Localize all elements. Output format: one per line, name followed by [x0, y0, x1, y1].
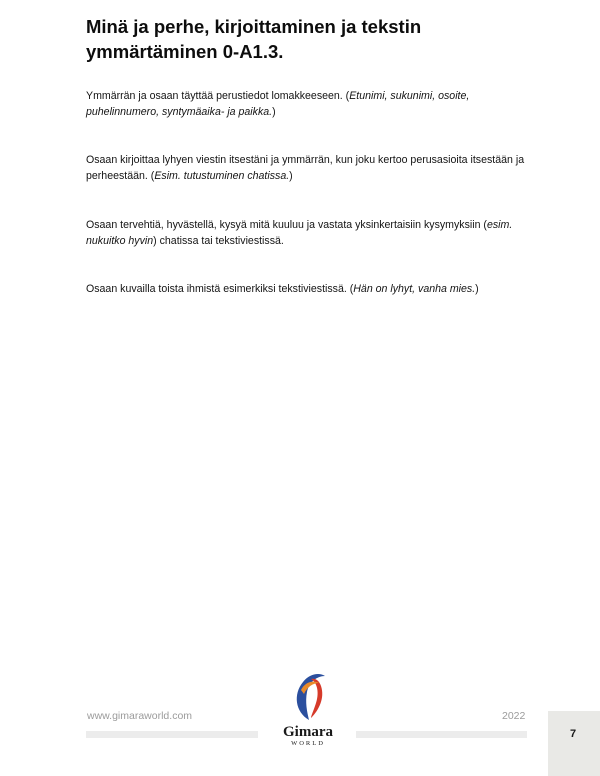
gimara-logo — [268, 670, 348, 750]
page-title: Minä ja perhe, kirjoittaminen ja tekstin ymmärtäminen 0-A1.3. — [86, 16, 422, 62]
paragraph-example: Etunimi, sukunimi, osoite, puhelinnumero, syntymäaika- ja paikka. — [86, 90, 470, 118]
paragraph-text: Osaan kirjoittaa lyhyen viestin itsestäni ja ymmärrän, kun joku kertoo perusasioita itsestään ja perheestään. ( — [86, 154, 525, 182]
logo-subtitle: WORLD — [291, 740, 325, 747]
logo-name: Gimara — [283, 724, 333, 740]
footer-url: www.gimaraworld.com — [87, 710, 193, 722]
page-number-box — [548, 711, 600, 776]
paragraph-text: Osaan kuvailla toista ihmistä esimerkiksi tekstiviestissä. ( — [86, 283, 354, 295]
paragraph-text: Osaan tervehtiä, hyvästellä, kysyä mitä kuuluu ja vastata yksinkertaisiin kysymyksiin ( — [86, 219, 487, 231]
paragraph-text-after: ) chatissa tai tekstiviestissä. — [153, 235, 284, 247]
paragraph-describe-person — [86, 281, 536, 297]
paragraph-forms — [86, 88, 536, 120]
footer-year: 2022 — [502, 710, 526, 722]
paragraph-greetings — [86, 217, 536, 249]
paragraph-text-after: ) — [289, 170, 293, 182]
footer-divider-left — [86, 731, 258, 738]
paragraph-example: esim. nukuitko hyvin — [86, 219, 513, 247]
page-number: 7 — [569, 728, 577, 740]
paragraph-short-message — [86, 152, 536, 184]
footer-divider-right — [356, 731, 527, 738]
paragraph-text: Ymmärrän ja osaan täyttää perustiedot lomakkeeseen. ( — [86, 90, 350, 102]
paragraph-example: Hän on lyhyt, vanha mies. — [353, 283, 476, 295]
paragraph-text-after: ) — [475, 283, 479, 295]
gimara-swirl-icon — [289, 670, 329, 724]
paragraph-text-after: ) — [272, 106, 276, 118]
paragraph-example: Esim. tutustuminen chatissa. — [154, 170, 290, 182]
